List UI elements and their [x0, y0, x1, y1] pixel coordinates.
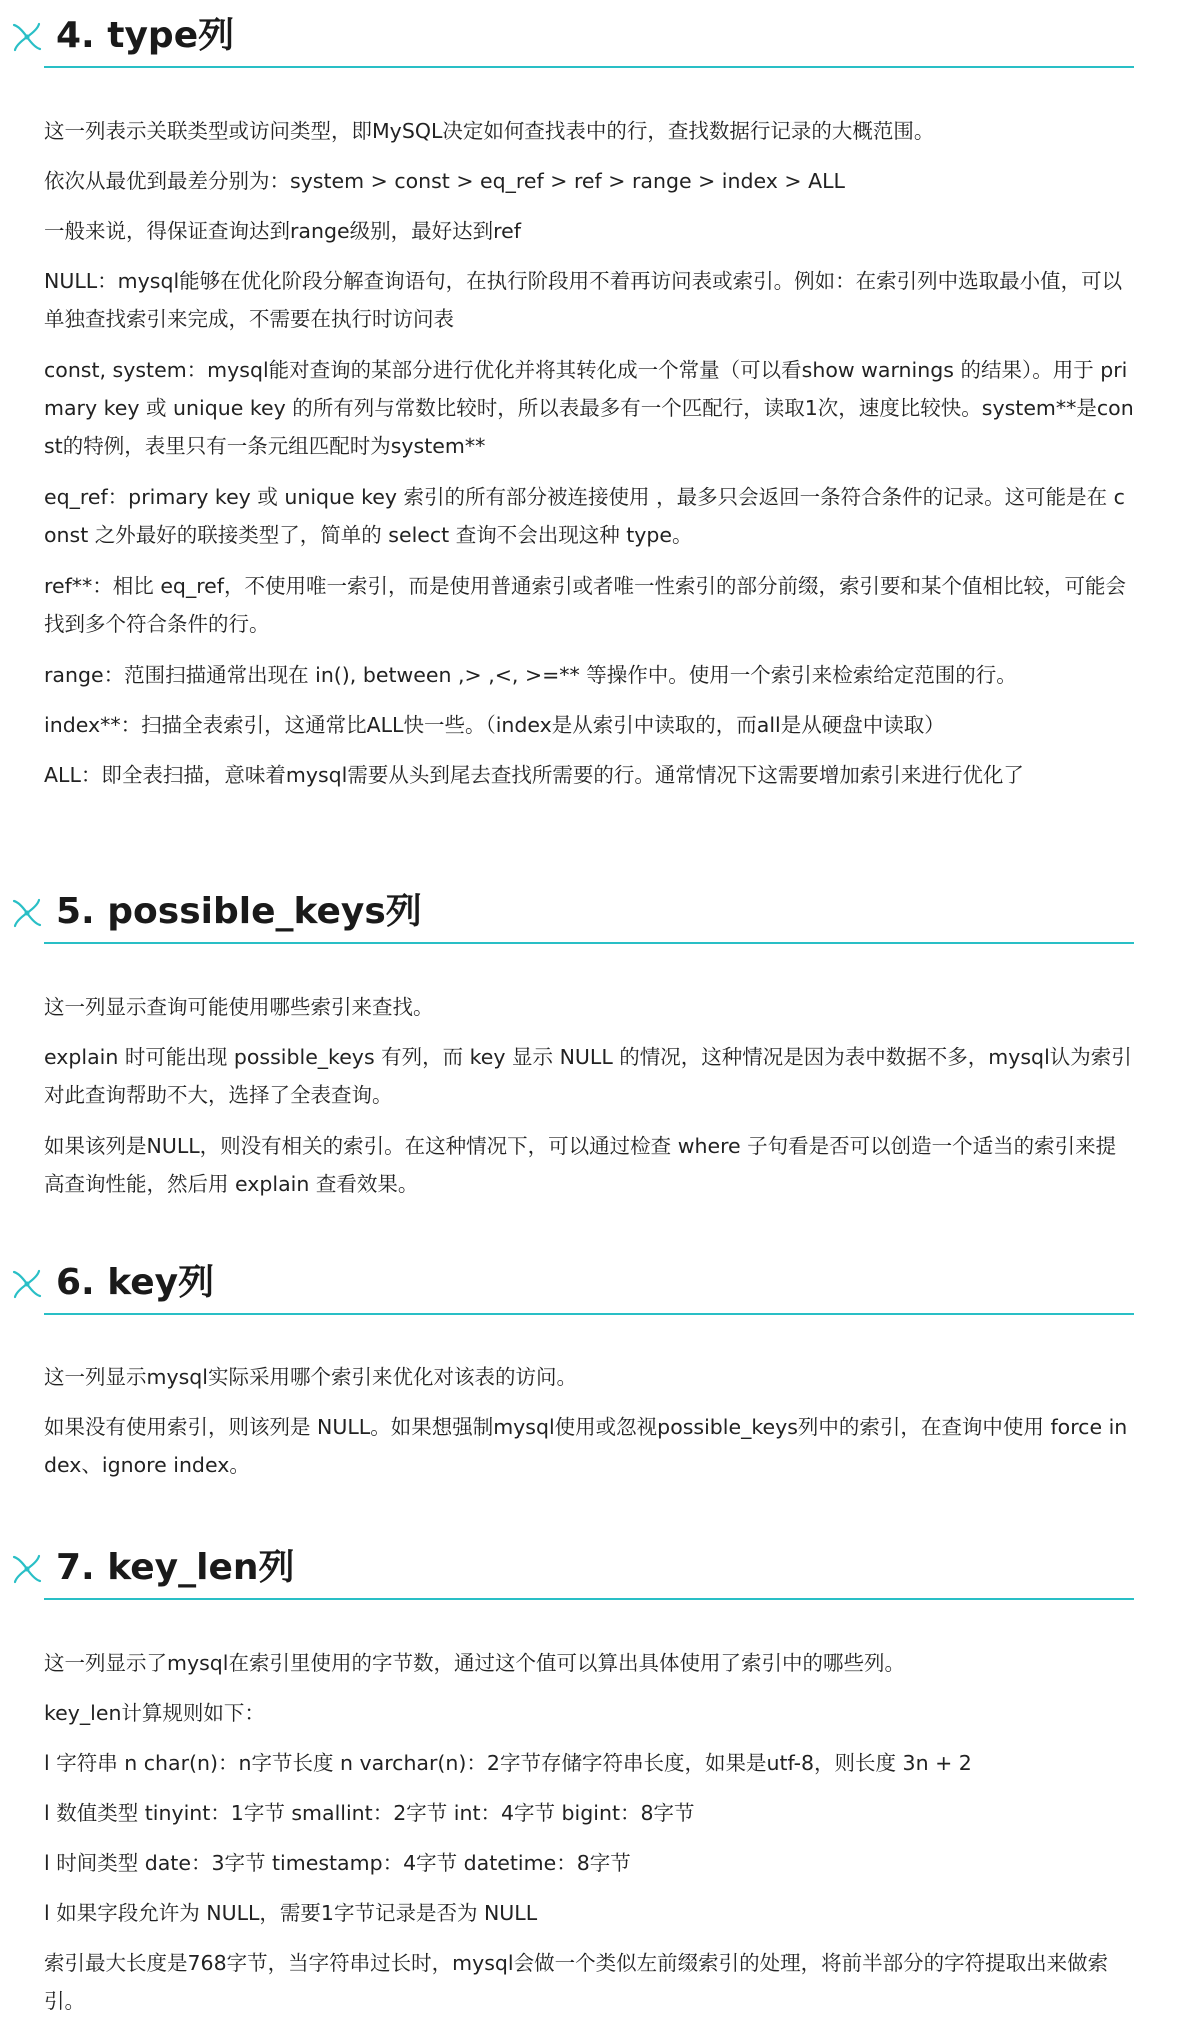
paragraph: key_len计算规则如下： — [44, 1701, 265, 1725]
pinwheel-icon — [10, 896, 44, 930]
paragraph: 依次从最优到最差分别为：system > const > eq_ref > ref > range > index > ALL — [44, 169, 845, 193]
paragraph: 这一列显示mysql实际采用哪个索引来优化对该表的访问。 — [44, 1365, 577, 1389]
pinwheel-icon — [10, 1267, 44, 1301]
paragraph: range：范围扫描通常出现在 in(), between ,> ,<, >=** 等操作中。使用一个索引来检索给定范围的行。 — [44, 663, 1017, 687]
list-item: l 如果字段允许为 NULL，需要1字节记录是否为 NULL — [44, 1901, 538, 1925]
paragraph: 一般来说，得保证查询达到range级别，最好达到ref — [44, 219, 521, 243]
paragraph: 如果没有使用索引，则该列是 NULL。如果想强制mysql使用或忽视possible_keys列中的索引，在查询中使用 force index、ignore index。 — [44, 1415, 1128, 1477]
section-heading-possible-keys — [10, 884, 1134, 944]
heading-underline — [44, 66, 1134, 68]
list-item: l 数值类型 tinyint：1字节 smallint：2字节 int：4字节 bigint：8字节 — [44, 1801, 695, 1825]
section-heading-key — [10, 1255, 1134, 1315]
heading-underline — [44, 1598, 1134, 1600]
paragraph: eq_ref：primary key 或 unique key 索引的所有部分被连接使用 ，最多只会返回一条符合条件的记录。这可能是在 const 之外最好的联接类型了，简单的 select 查询不会出现这种 type。 — [44, 485, 1125, 547]
section-title: 5. possible_keys列 — [56, 891, 422, 932]
list-item: l 时间类型 date：3字节 timestamp：4字节 datetime：8字节 — [44, 1851, 631, 1875]
heading-underline — [44, 942, 1134, 944]
paragraph: 这一列显示了mysql在索引里使用的字节数，通过这个值可以算出具体使用了索引中的哪些列。 — [44, 1651, 905, 1675]
paragraph: 这一列表示关联类型或访问类型，即MySQL决定如何查找表中的行，查找数据行记录的大概范围。 — [44, 119, 935, 143]
paragraph — [44, 1127, 1134, 1203]
paragraph-text: 如果该列是NULL，则没有相关的索引。在这种情况下，可以通过检查 where 子句看是否可以创造一个适当的索引来提高查询性能，然后用 explain 查看效果。 — [44, 1134, 1117, 1196]
pinwheel-icon — [10, 20, 44, 54]
heading-underline — [44, 1313, 1134, 1315]
paragraph: NULL：mysql能够在优化阶段分解查询语句，在执行阶段用不着再访问表或索引。例如：在索引列中选取最小值，可以单独查找索引来完成，不需要在执行时访问表 — [44, 269, 1123, 331]
section-title: 7. key_len列 — [56, 1547, 295, 1588]
paragraph: ALL：即全表扫描，意味着mysql需要从头到尾去查找所需要的行。通常情况下这需要增加索引来进行优化了 — [44, 763, 1024, 787]
section-heading-type — [10, 8, 1134, 68]
paragraph: index**：扫描全表索引，这通常比ALL快一些。（index是从索引中读取的，而all是从硬盘中读取） — [44, 713, 945, 737]
paragraph: explain 时可能出现 possible_keys 有列，而 key 显示 NULL 的情况，这种情况是因为表中数据不多，mysql认为索引对此查询帮助不大，选择了全表查询。 — [44, 1045, 1132, 1107]
section-title: 6. key列 — [56, 1262, 215, 1303]
section-heading-key-len — [10, 1540, 1134, 1600]
paragraph: ref**：相比 eq_ref，不使用唯一索引，而是使用普通索引或者唯一性索引的部分前缀，索引要和某个值相比较，可能会找到多个符合条件的行。 — [44, 574, 1127, 636]
section-title: 4. type列 — [56, 15, 235, 56]
paragraph: 索引最大长度是768字节，当字符串过长时，mysql会做一个类似左前缀索引的处理，将前半部分的字符提取出来做索引。 — [44, 1951, 1109, 2013]
paragraph: const, system：mysql能对查询的某部分进行优化并将其转化成一个常量（可以看show warnings 的结果）。用于 primary key 或 unique key 的所有列与常数比较时，所以表最多有一个匹配行，读取1次，速度比较快。system**是const的特例，表里只有一条元组匹配时为system** — [44, 358, 1134, 458]
list-item: l 字符串 n char(n)：n字节长度 n varchar(n)：2字节存储字符串长度，如果是utf-8，则长度 3n + 2 — [44, 1751, 972, 1775]
pinwheel-icon — [10, 1552, 44, 1586]
paragraph: 这一列显示查询可能使用哪些索引来查找。 — [44, 995, 434, 1019]
